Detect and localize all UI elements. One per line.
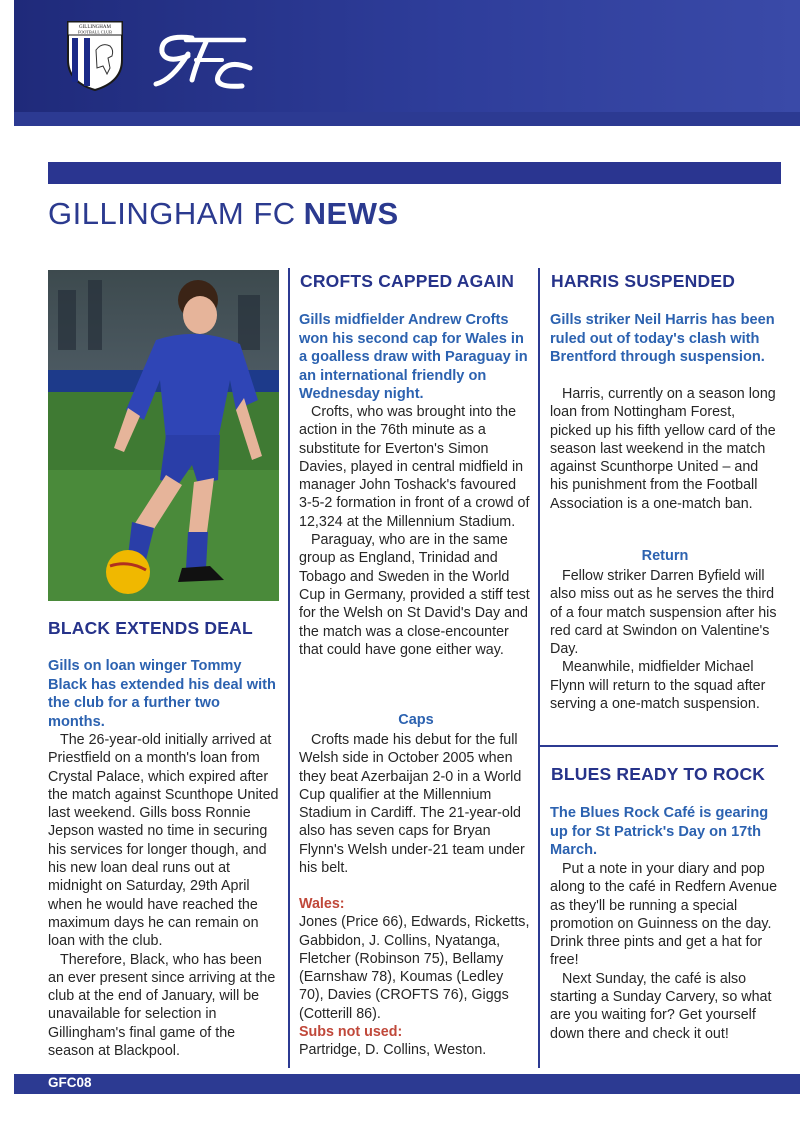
wales-lineup: Jones (Price 66), Edwards, Ricketts, Gabbidon, J. Collins, Nyatanga, Fletcher (Robinson 75), Bellamy (Earnshaw 78), Koumas (Ledley 70), Davies (CROFTS 76), Giggs (Cotterill 86). (299, 914, 530, 1022)
gfc-logo-icon (152, 24, 262, 94)
wales-label: Wales: (299, 896, 345, 912)
black-paragraph-2: Therefore, Black, who has been an ever present since arriving at the club at the end of January, will be unavailable for selection in Gillingham's final game of the season at Blackpool. (48, 951, 276, 1060)
crofts-body (299, 403, 531, 659)
subs-label: Subs not used: (299, 1024, 403, 1041)
footer-bar (14, 1074, 800, 1094)
harris-lead: Gills striker Neil Harris has been ruled out of today's clash with Brentford through suspension. (550, 312, 775, 365)
caps-body (299, 731, 531, 877)
crest-text-bottom: FOOTBALL CLUB (78, 29, 112, 35)
subs-list: Partridge, D. Collins, Weston. (299, 1042, 487, 1059)
blues-paragraph-1: Put a note in your diary and pop along to the café in Redfern Avenue as they'll be running a special promotion on Guinness on the day. Drink three pints and get a hat for free! (550, 861, 778, 969)
harris-paragraph-1: Harris, currently on a season long loan from Nottingham Forest, picked up his fifth yellow card of the season last weekend in the match against Scunthorpe United – and his punishment from the Football Association is a one-match ban. (550, 386, 776, 512)
black-paragraph-1: The 26-year-old initially arrived at Priestfield on a month's loan from Crystal Palace, which expired after the match against Scunthope United last weekend. Gills boss Ronnie Jepson wasted no time in securing his services for longer though, and his new loan deal runs out at midnight on Saturday, 29th April when he would have reached the maximum days he can remain on loan with the club. (48, 732, 279, 950)
return-body (550, 567, 780, 713)
return-heading: Return (641, 548, 689, 564)
return-paragraph-2: Meanwhile, midfielder Michael Flynn will return to the squad after serving a one-match suspension. (550, 659, 766, 713)
black-lead: Gills on loan winger Tommy Black has extended his deal with the club for a further two months. (48, 658, 276, 730)
header-banner (14, 0, 800, 112)
caps-paragraph: Crofts made his debut for the full Welsh side in October 2005 when they beat Azerbaijan 2-0 in a World Cup qualifier at the Millennium Stadium in Cardiff. The 21-year-old also has seven caps for Bryan Flynn's Welsh under-21 team under his belt. (299, 732, 525, 877)
blues-body (550, 860, 780, 1043)
crofts-lead: Gills midfielder Andrew Crofts won his second cap for Wales in a goalless draw with Paraguay in an international friendly on Wednesday night. (299, 312, 528, 402)
crofts-heading: CROFTS CAPPED AGAIN (300, 271, 515, 291)
section-top-bar (48, 162, 781, 184)
black-body (48, 731, 280, 1060)
blues-lead: The Blues Rock Café is gearing up for St Patrick's Day on 17th March. (550, 805, 769, 858)
harris-heading: HARRIS SUSPENDED (551, 271, 736, 291)
crofts-paragraph-1: Crofts, who was brought into the action in the 76th minute as a substitute for Everton's Simon Davies, played in central midfield in manager John Toshack's favoured 3-5-2 formation in front of a crowd of 12,324 at the Millennium Stadium. (299, 404, 530, 530)
page-title-bold: NEWS (303, 196, 399, 231)
footballer-photo (48, 270, 279, 601)
return-paragraph-1: Fellow striker Darren Byfield will also miss out as he serves the third of a four match suspension after his red card at Swindon on Valentine's Day. (550, 568, 777, 658)
club-crest-icon (66, 20, 124, 92)
section-divider (540, 745, 778, 747)
header-stripe (14, 112, 800, 126)
page-title-light: GILLINGHAM FC (48, 196, 296, 231)
crest-text-top: GILLINGHAM (79, 25, 111, 30)
page-number-label: GFC08 (48, 1075, 92, 1090)
column-divider-1 (288, 268, 290, 1068)
wales-lineup-block (299, 895, 531, 1060)
column-divider-2 (538, 268, 540, 1068)
harris-body (550, 385, 780, 513)
black-heading: BLACK EXTENDS DEAL (48, 618, 253, 638)
caps-heading: Caps (398, 712, 434, 728)
crofts-paragraph-2: Paraguay, who are in the same group as England, Trinidad and Tobago and Sweden in the World Cup in Germany, provided a stiff test for the Welsh on St David's Day and the match was a close-encounter that could have gone either way. (299, 532, 530, 658)
blues-heading: BLUES READY TO ROCK (551, 764, 766, 784)
page-title (48, 196, 399, 232)
blues-paragraph-2: Next Sunday, the café is also starting a Sunday Carvery, so what are you waiting for? Get yourself down there and check it out! (550, 970, 772, 1042)
